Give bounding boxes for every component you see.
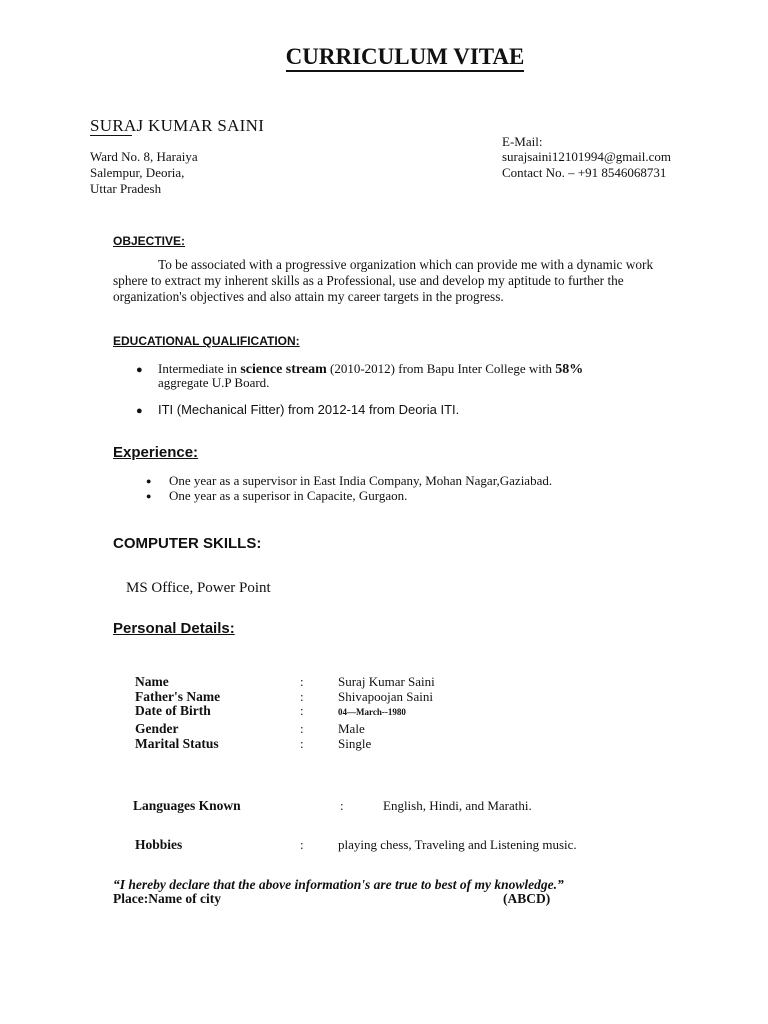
computer-skills-heading: COMPUTER SKILLS: <box>113 535 262 552</box>
education-item-1-line-2: aggregate U.P Board. <box>158 375 270 390</box>
colon: : <box>300 674 304 689</box>
education-heading: EDUCATIONAL QUALIFICATION: <box>113 334 300 348</box>
value-hobbies: playing chess, Traveling and Listening music. <box>338 837 577 852</box>
signature-name: (ABCD) <box>503 891 551 906</box>
education-item-1: Intermediate in science stream (2010-2012) from Bapu Inter College with 58% <box>158 361 584 377</box>
colon: : <box>300 736 304 751</box>
colon: : <box>340 798 344 813</box>
value-name: Suraj Kumar Saini <box>338 674 435 689</box>
colon: : <box>300 837 304 852</box>
label-date-of-birth: Date of Birth <box>135 703 211 718</box>
personal-details-heading: Personal Details: <box>113 620 235 637</box>
candidate-name: SURAJ KUMAR SAINI <box>90 116 265 135</box>
bullet-icon: ● <box>146 476 152 486</box>
label-languages-known: Languages Known <box>133 798 241 813</box>
email-label: E-Mail: <box>502 134 543 149</box>
label-hobbies: Hobbies <box>135 837 183 852</box>
colon: : <box>300 689 304 704</box>
document-title: CURRICULUM VITAE <box>0 44 768 70</box>
computer-skills-text: MS Office, Power Point <box>126 580 271 596</box>
place-line: Place:Name of city <box>113 891 221 906</box>
bullet-icon: ● <box>146 491 152 501</box>
experience-item-2: One year as a superisor in Capacite, Gurgaon. <box>169 488 408 503</box>
label-name: Name <box>135 674 169 689</box>
objective-heading: OBJECTIVE: <box>113 234 186 248</box>
address-line-3: Uttar Pradesh <box>90 181 162 196</box>
education-item-2: ITI (Mechanical Fitter) from 2012-14 from Deoria ITI. <box>158 402 460 417</box>
objective-text: To be associated with a progressive organization which can provide me with a dynamic work sphere to extract my inherent skills as a Professional, use and develop my aptitude to further the organization's objectives and also attain my career targets in the progress. <box>113 257 654 304</box>
address-line-1: Ward No. 8, Haraiya <box>90 149 198 164</box>
bullet-icon: ● <box>136 364 143 376</box>
value-gender: Male <box>338 721 365 736</box>
label-gender: Gender <box>135 721 179 736</box>
experience-heading: Experience: <box>113 444 199 461</box>
colon: : <box>300 703 304 718</box>
bullet-icon: ● <box>136 405 143 417</box>
label-marital-status: Marital Status <box>135 736 219 751</box>
value-fathers-name: Shivapoojan Saini <box>338 689 433 704</box>
value-languages-known: English, Hindi, and Marathi. <box>383 798 532 813</box>
colon: : <box>300 721 304 736</box>
value-date-of-birth: 04—March--1980 <box>338 707 406 717</box>
address-line-2: Salempur, Deoria, <box>90 165 185 180</box>
experience-item-1: One year as a supervisor in East India Company, Mohan Nagar,Gaziabad. <box>169 473 553 488</box>
contact-number: Contact No. – +91 8546068731 <box>502 165 667 180</box>
declaration-text: “I hereby declare that the above information's are true to best of my knowledge.” <box>113 877 564 892</box>
email-value: surajsaini12101994@gmail.com <box>502 149 672 164</box>
value-marital-status: Single <box>338 736 372 751</box>
label-fathers-name: Father's Name <box>135 689 221 704</box>
